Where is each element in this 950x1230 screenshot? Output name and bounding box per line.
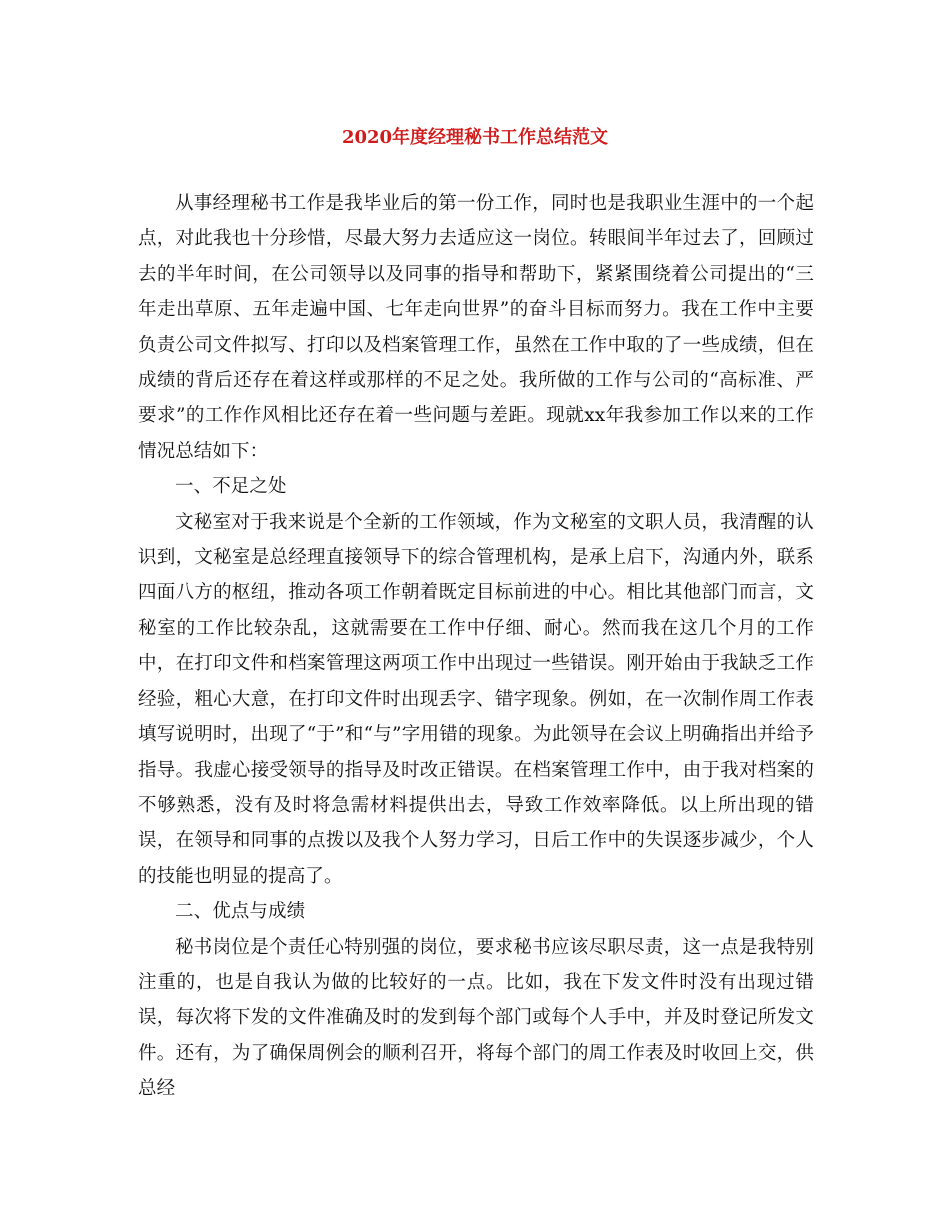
paragraph-shortcomings: 文秘室对于我来说是个全新的工作领域，作为文秘室的文职人员，我清醒的认识到，文秘室是总经理直接领导下的综合管理机构，是承上启下，沟通内外，联系四面八方的枢纽，推动各项工作朝着既定目标前进的中心。相比其他部门而言，文秘室的工作比较杂乱，这就需要在工作中仔细、耐心。然而我在这几个月的工作中，在打印文件和档案管理这两项工作中出现过一些错误。刚开始由于我缺乏工作经验，粗心大意，在打印文件时出现丢字、错字现象。例如，在一次制作周工作表填写说明时，出现了“于”和“与”字用错的现象。为此领导在会议上明确指出并给予指导。我虚心接受领导的指导及时改正错误。在档案管理工作中，由于我对档案的不够熟悉，没有及时将急需材料提供出去，导致工作效率降低。以上所出现的错误，在领导和同事的点拨以及我个人努力学习，日后工作中的失误逐步减少，个人的技能也明显的提高了。 xyxy=(138,511,814,887)
document-title: 2020年度经理秘书工作总结范文 xyxy=(341,127,609,148)
paragraph-strengths: 秘书岗位是个责任心特别强的岗位，要求秘书应该尽职尽责，这一点是我特别注重的，也是自我认为做的比较好的一点。比如，我在下发文件时没有出现过错误，每次将下发的文件准确及时的发到每个部门或每个人手中，并及时登记所发文件。还有，为了确保周例会的顺利召开，将每个部门的周工作表及时收回上交，供总经 xyxy=(138,936,814,1100)
section-heading-shortcomings: 一、不足之处 xyxy=(175,476,287,498)
document-body xyxy=(138,186,814,1107)
paragraph-intro: 从事经理秘书工作是我毕业后的第一份工作，同时也是我职业生涯中的一个起点，对此我也十分珍惜，尽最大努力去适应这一岗位。转眼间半年过去了，回顾过去的半年时间，在公司领导以及同事的指导和帮助下，紧紧围绕着公司提出的“三年走出草原、五年走遍中国、七年走向世界”的奋斗目标而努力。我在工作中主要负责公司文件拟写、打印以及档案管理工作，虽然在工作中取的了一些成绩，但在成绩的背后还存在着这样或那样的不足之处。我所做的工作与公司的“高标准、严要求”的工作作风相比还存在着一些问题与差距。现就xx年我参加工作以来的工作情况总结如下： xyxy=(138,193,814,462)
section-heading-strengths: 二、优点与成绩 xyxy=(175,901,306,923)
